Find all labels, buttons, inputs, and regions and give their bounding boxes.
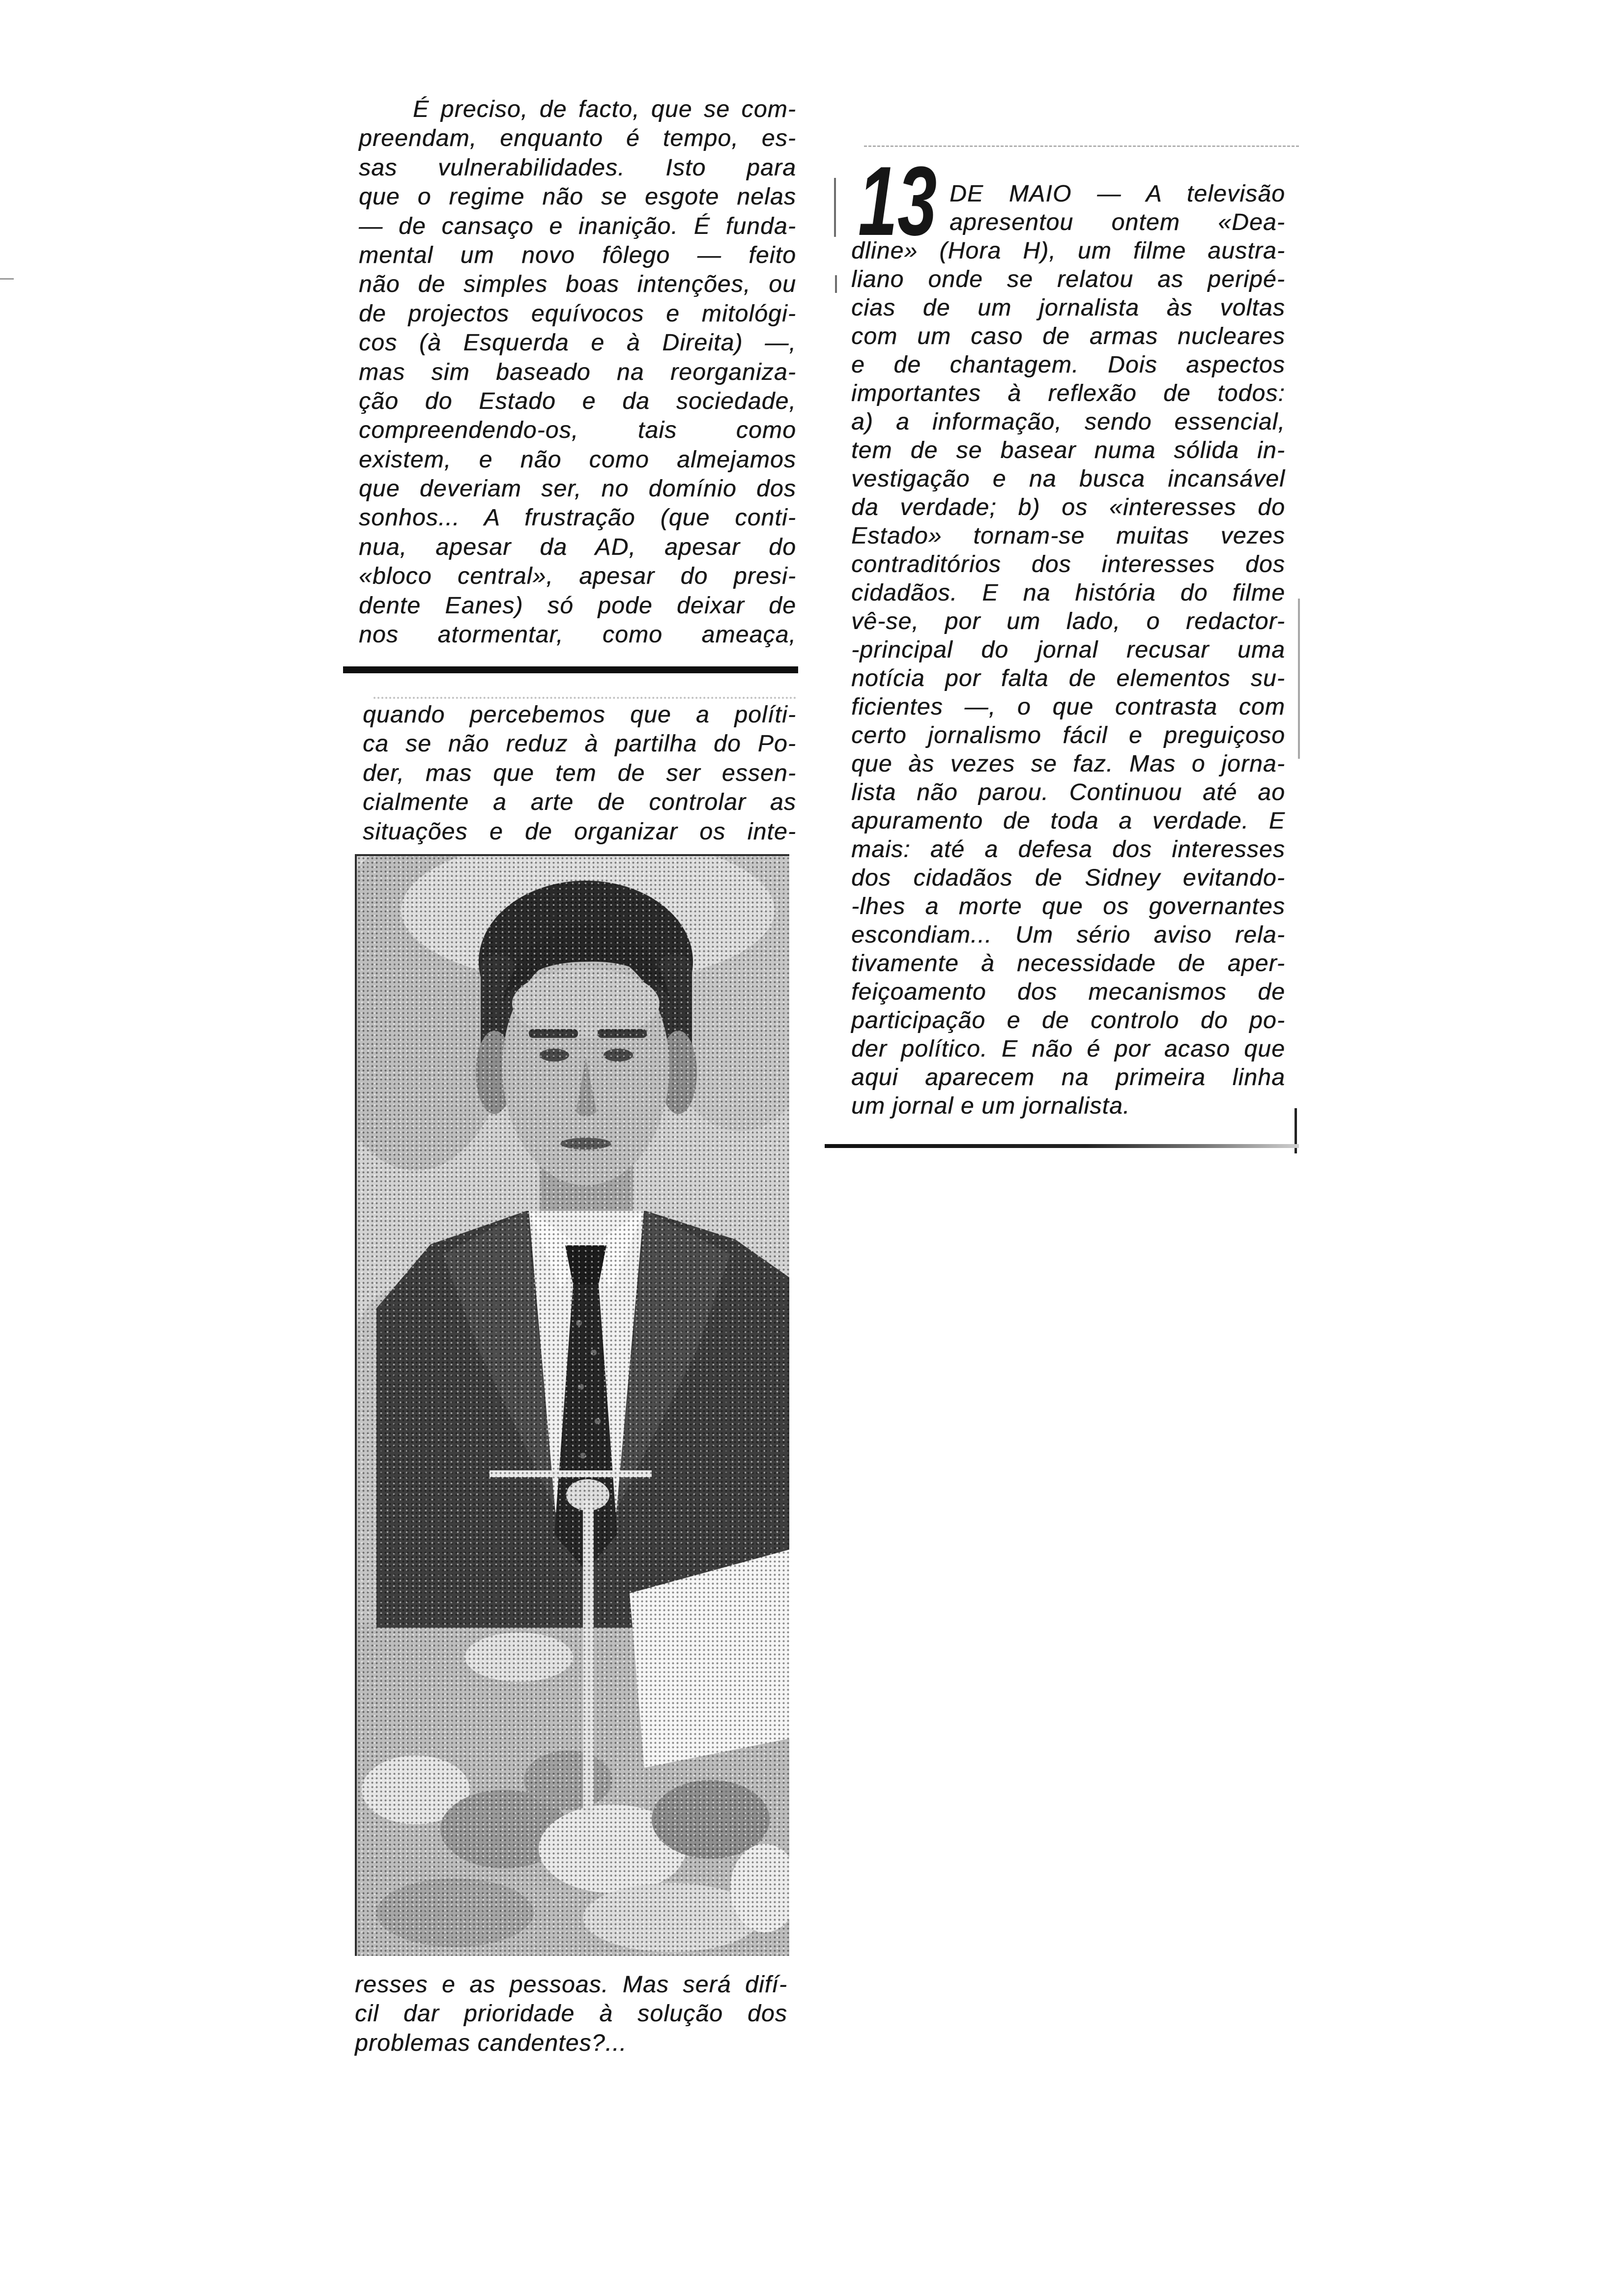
text-line: nua, apesar da AD, apesar do: [359, 534, 796, 560]
portrait-photo: [355, 854, 789, 1956]
text-line: mais: até a defesa dos interesses: [851, 836, 1285, 862]
text-line: — de cansaço e inanição. É funda-: [359, 213, 796, 239]
text-line: com um caso de armas nucleares: [851, 323, 1285, 349]
text-line: um jornal e um jornalista.: [851, 1093, 1130, 1119]
scan-mark: [834, 178, 836, 237]
text-line: apresentou ontem «Dea-: [950, 209, 1285, 235]
text-line: tivamente à necessidade de aper-: [851, 950, 1285, 976]
text-line: sonhos... A frustração (que conti-: [359, 505, 796, 531]
text-line: cias de um jornalista às voltas: [851, 295, 1285, 321]
halftone-texture: [357, 856, 789, 1956]
text-line: liano onde se relatou as peripé-: [851, 266, 1285, 292]
text-line: a) a informação, sendo essencial,: [851, 409, 1285, 435]
text-line: certo jornalismo fácil e preguiçoso: [851, 722, 1285, 748]
text-line: contraditórios dos interesses dos: [851, 551, 1285, 577]
scan-mark: [1298, 599, 1300, 759]
text-line: sas vulnerabilidades. Isto para: [359, 154, 796, 181]
text-line: tem de se basear numa sólida in-: [851, 437, 1285, 463]
text-line: der, mas que tem de ser essen-: [363, 760, 796, 786]
text-line: da verdade; b) os «interesses do: [851, 494, 1285, 520]
text-line: dos cidadãos de Sidney evitando-: [851, 865, 1285, 891]
text-line: mas sim baseado na reorganiza-: [359, 359, 796, 385]
text-line: importantes à reflexão de todos:: [851, 380, 1285, 406]
text-line: mental um novo fôlego — feito: [359, 242, 796, 268]
text-line: que deveriam ser, no domínio dos: [359, 476, 796, 502]
scan-mark: [0, 278, 14, 280]
text-line: cil dar prioridade à solução dos: [355, 2001, 787, 2027]
text-line: -lhes a morte que os governantes: [851, 893, 1285, 919]
text-line: preendam, enquanto é tempo, es-: [359, 125, 796, 152]
text-line: existem, e não como almejamos: [359, 446, 796, 473]
text-line: DE MAIO — A televisão: [950, 181, 1285, 207]
text-line: É preciso, de facto, que se com-: [413, 96, 796, 122]
text-line: cialmente a arte de controlar as: [363, 789, 796, 816]
text-line: situações e de organizar os inte-: [363, 818, 796, 845]
text-line: que o regime não se esgote nelas: [359, 184, 796, 210]
text-line: dente Eanes) só pode deixar de: [359, 592, 796, 619]
text-line: dline» (Hora H), um filme austra-: [851, 238, 1285, 264]
text-line: «bloco central», apesar do presi-: [359, 563, 796, 590]
text-line: -principal do jornal recusar uma: [851, 637, 1285, 663]
right-column-text: [851, 180, 1285, 1120]
text-line: resses e as pessoas. Mas será difí-: [355, 1972, 787, 1998]
text-line: de projectos equívocos e mitológi-: [359, 300, 796, 327]
left-column-after-photo: [355, 1970, 787, 2058]
text-line: cidadãos. E na história do filme: [851, 580, 1285, 606]
text-line: problemas candentes?...: [355, 2030, 627, 2056]
text-line: participação e de controlo do po-: [851, 1007, 1285, 1033]
text-line: apuramento de toda a verdade. E: [851, 808, 1285, 834]
text-line: e de chantagem. Dois aspectos: [851, 352, 1285, 378]
text-line: ca se não reduz à partilha do Po-: [363, 731, 796, 757]
text-line: nos atormentar, como ameaça,: [359, 622, 796, 648]
text-line: ficientes —, o que contrasta com: [851, 694, 1285, 720]
text-line: escondiam... Um sério aviso rela-: [851, 922, 1285, 948]
text-line: feiçoamento dos mecanismos de: [851, 979, 1285, 1005]
text-line: lista não parou. Continuou até ao: [851, 779, 1285, 805]
text-line: Estado» tornam-se muitas vezes: [851, 523, 1285, 549]
drop-cap-day: 13: [858, 146, 937, 256]
left-column-continuation: [363, 700, 796, 846]
text-line: ção do Estado e da sociedade,: [359, 388, 796, 414]
text-line: vestigação e na busca incansável: [851, 466, 1285, 492]
text-line: cos (à Esquerda e à Direita) —,: [359, 330, 796, 356]
text-line: der político. E não é por acaso que: [851, 1036, 1285, 1062]
text-line: que às vezes se faz. Mas o jorna-: [851, 751, 1285, 777]
text-line: vê-se, por um lado, o redactor-: [851, 608, 1285, 634]
column-rule: [343, 666, 798, 673]
text-line: quando percebemos que a políti-: [363, 702, 796, 728]
scan-mark: [835, 275, 837, 293]
faint-rule: [374, 697, 796, 699]
text-line: não de simples boas intenções, ou: [359, 271, 796, 298]
text-line: compreendendo-os, tais como: [359, 417, 796, 444]
text-line: aqui aparecem na primeira linha: [851, 1064, 1285, 1091]
column-rule: [825, 1144, 1299, 1148]
text-line: notícia por falta de elementos su-: [851, 665, 1285, 691]
left-column-upper-text: [359, 95, 796, 649]
